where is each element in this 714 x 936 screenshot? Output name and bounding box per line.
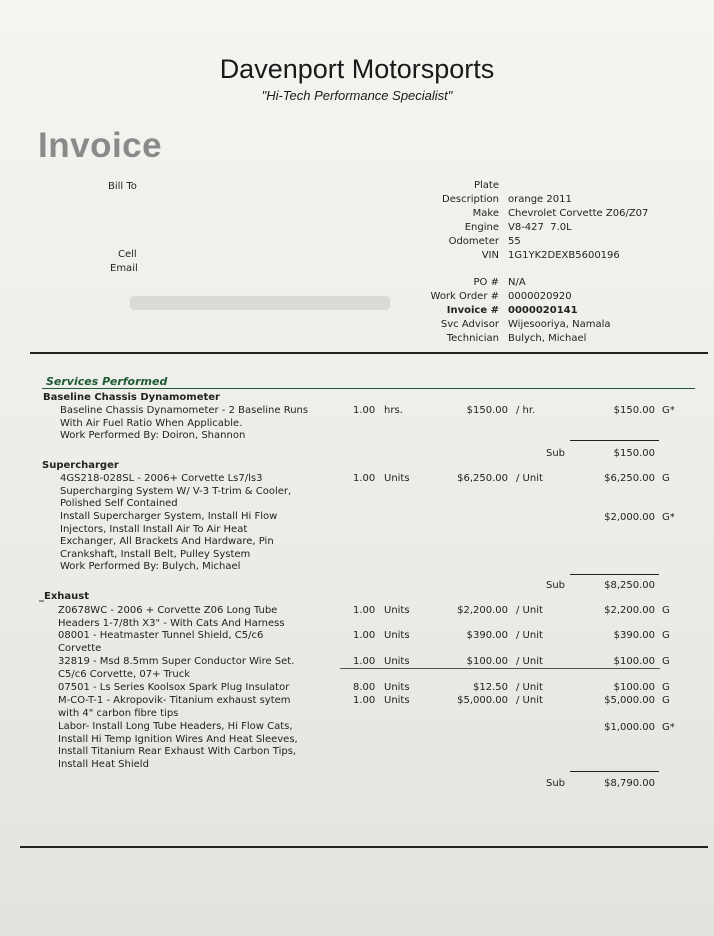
line-unit: hrs. bbox=[384, 405, 403, 416]
subtotal-value: $8,250.00 bbox=[604, 580, 655, 591]
line-qty: 1.00 bbox=[353, 695, 376, 706]
line-amount: $6,250.00 bbox=[604, 473, 655, 484]
line-amount: $100.00 bbox=[613, 682, 655, 693]
line-per: / Unit bbox=[516, 682, 543, 693]
company-name: Davenport Motorsports bbox=[219, 54, 495, 84]
line-flag: G bbox=[662, 630, 670, 641]
work-order-label: Work Order # bbox=[430, 291, 499, 302]
line-amount: $2,200.00 bbox=[604, 605, 655, 616]
line-price: $12.50 bbox=[473, 682, 508, 693]
row-strike-line bbox=[340, 668, 660, 669]
line-amount: $5,000.00 bbox=[604, 695, 655, 706]
subtotal-label: Sub bbox=[546, 448, 566, 459]
description-label: Description bbox=[442, 194, 499, 205]
services-underline bbox=[42, 388, 695, 389]
line-amount: $2,000.00 bbox=[604, 512, 655, 523]
line-flag: G bbox=[662, 473, 670, 484]
description-value: orange 2011 bbox=[508, 194, 572, 205]
section-title: Baseline Chassis Dynamometer bbox=[43, 392, 220, 403]
line-amount: $390.00 bbox=[613, 630, 655, 641]
line-unit: Units bbox=[384, 695, 410, 706]
document-title: Invoice bbox=[38, 126, 163, 165]
svc-advisor-value: Wijesooriya, Namala bbox=[508, 319, 611, 330]
line-unit: Units bbox=[384, 682, 410, 693]
odometer-value: 55 bbox=[508, 236, 521, 247]
subtotal-label: Sub bbox=[546, 778, 566, 789]
line-price: $150.00 bbox=[466, 405, 508, 416]
subtotal-label: Sub bbox=[546, 580, 566, 591]
line-price: $2,200.00 bbox=[457, 605, 508, 616]
line-per: / Unit bbox=[516, 695, 543, 706]
line-amount: $150.00 bbox=[613, 405, 655, 416]
work-order-value: 0000020920 bbox=[508, 291, 572, 302]
line-description: Install Supercharger System, Install Hi Flow Injectors, Install Install Air To Air Heat Exchanger, All Brackets And Hardware, Pin Crankshaft, Install Belt, Pulley System Work Performed By: Bulych, Michael bbox=[60, 511, 278, 573]
line-unit: Units bbox=[384, 605, 410, 616]
subtotal-rule bbox=[570, 574, 659, 575]
line-unit: Units bbox=[384, 656, 410, 667]
line-per: / Unit bbox=[516, 630, 543, 641]
make-value: Chevrolet Corvette Z06/Z07 bbox=[508, 208, 649, 219]
subtotal-rule bbox=[570, 440, 659, 441]
line-price: $5,000.00 bbox=[457, 695, 508, 706]
line-per: / hr. bbox=[516, 405, 536, 416]
email-label: Email bbox=[110, 263, 138, 274]
footer-divider bbox=[20, 846, 708, 848]
subtotal-value: $150.00 bbox=[613, 448, 655, 459]
line-flag: G bbox=[662, 656, 670, 667]
vin-value: 1G1YK2DEXB5600196 bbox=[508, 250, 620, 261]
line-per: / Unit bbox=[516, 656, 543, 667]
line-description: Z0678WC - 2006 + Corvette Z06 Long Tube Headers 1-7/8th X3" - With Cats And Harness bbox=[58, 605, 285, 629]
line-qty: 1.00 bbox=[353, 630, 376, 641]
header-divider bbox=[30, 352, 708, 354]
line-per: / Unit bbox=[516, 605, 543, 616]
scan-smudge bbox=[130, 296, 390, 310]
po-label: PO # bbox=[473, 277, 499, 288]
engine-value: V8-427 7.0L bbox=[508, 222, 572, 233]
line-price: $100.00 bbox=[466, 656, 508, 667]
line-description: 08001 - Heatmaster Tunnel Shield, C5/c6 Corvette bbox=[58, 630, 264, 654]
subtotal-rule bbox=[570, 771, 659, 772]
bill-to-label: Bill To bbox=[108, 181, 137, 192]
line-amount: $100.00 bbox=[613, 656, 655, 667]
line-description: M-CO-T-1 - Akropovik- Titanium exhaust sytem with 4" carbon fibre tips bbox=[58, 695, 291, 719]
company-tagline: "Hi-Tech Performance Specialist" bbox=[261, 88, 453, 103]
line-flag: G* bbox=[662, 512, 675, 523]
line-description: Baseline Chassis Dynamometer - 2 Baseline Runs With Air Fuel Ratio When Applicable. Work Performed By: Doiron, Shannon bbox=[60, 405, 309, 442]
line-description: Labor- Install Long Tube Headers, Hi Flow Cats, Install Hi Temp Ignition Wires And Heat Sleeves, Install Titanium Rear Exhaust With Carbon Tips, Install Heat Shield bbox=[58, 721, 298, 770]
line-unit: Units bbox=[384, 630, 410, 641]
line-qty: 1.00 bbox=[353, 405, 376, 416]
line-flag: G* bbox=[662, 405, 675, 416]
subtotal-value: $8,790.00 bbox=[604, 778, 655, 789]
line-per: / Unit bbox=[516, 473, 543, 484]
invoice-number-value: 0000020141 bbox=[508, 305, 578, 316]
plate-label: Plate bbox=[473, 180, 499, 191]
svc-advisor-label: Svc Advisor bbox=[440, 319, 499, 330]
line-flag: G bbox=[662, 682, 670, 693]
vin-label: VIN bbox=[481, 250, 499, 261]
technician-value: Bulych, Michael bbox=[508, 333, 587, 344]
line-amount: $1,000.00 bbox=[604, 722, 655, 733]
line-flag: G bbox=[662, 695, 670, 706]
line-price: $390.00 bbox=[466, 630, 508, 641]
line-flag: G* bbox=[662, 722, 675, 733]
line-qty: 1.00 bbox=[353, 605, 376, 616]
technician-label: Technician bbox=[446, 333, 499, 344]
line-unit: Units bbox=[384, 473, 410, 484]
engine-label: Engine bbox=[464, 222, 499, 233]
line-price: $6,250.00 bbox=[457, 473, 508, 484]
po-value: N/A bbox=[508, 277, 526, 288]
odometer-label: Odometer bbox=[448, 236, 499, 247]
line-description: 07501 - Ls Series Koolsox Spark Plug Insulator bbox=[58, 682, 290, 693]
services-heading: Services Performed bbox=[46, 375, 168, 388]
line-qty: 1.00 bbox=[353, 473, 376, 484]
line-qty: 1.00 bbox=[353, 656, 376, 667]
line-description: 4GS218-028SL - 2006+ Corvette Ls7/ls3 Supercharging System W/ V-3 T-trim & Cooler, Polished Self Contained bbox=[60, 473, 292, 510]
cell-label: Cell bbox=[118, 249, 137, 260]
line-description: 32819 - Msd 8.5mm Super Conductor Wire Set. C5/c6 Corvette, 07+ Truck bbox=[58, 656, 295, 680]
section-title: _Exhaust bbox=[39, 591, 89, 602]
line-flag: G bbox=[662, 605, 670, 616]
invoice-number-label: Invoice # bbox=[446, 305, 499, 316]
section-title: Supercharger bbox=[42, 460, 119, 471]
line-qty: 8.00 bbox=[353, 682, 376, 693]
make-label: Make bbox=[472, 208, 499, 219]
